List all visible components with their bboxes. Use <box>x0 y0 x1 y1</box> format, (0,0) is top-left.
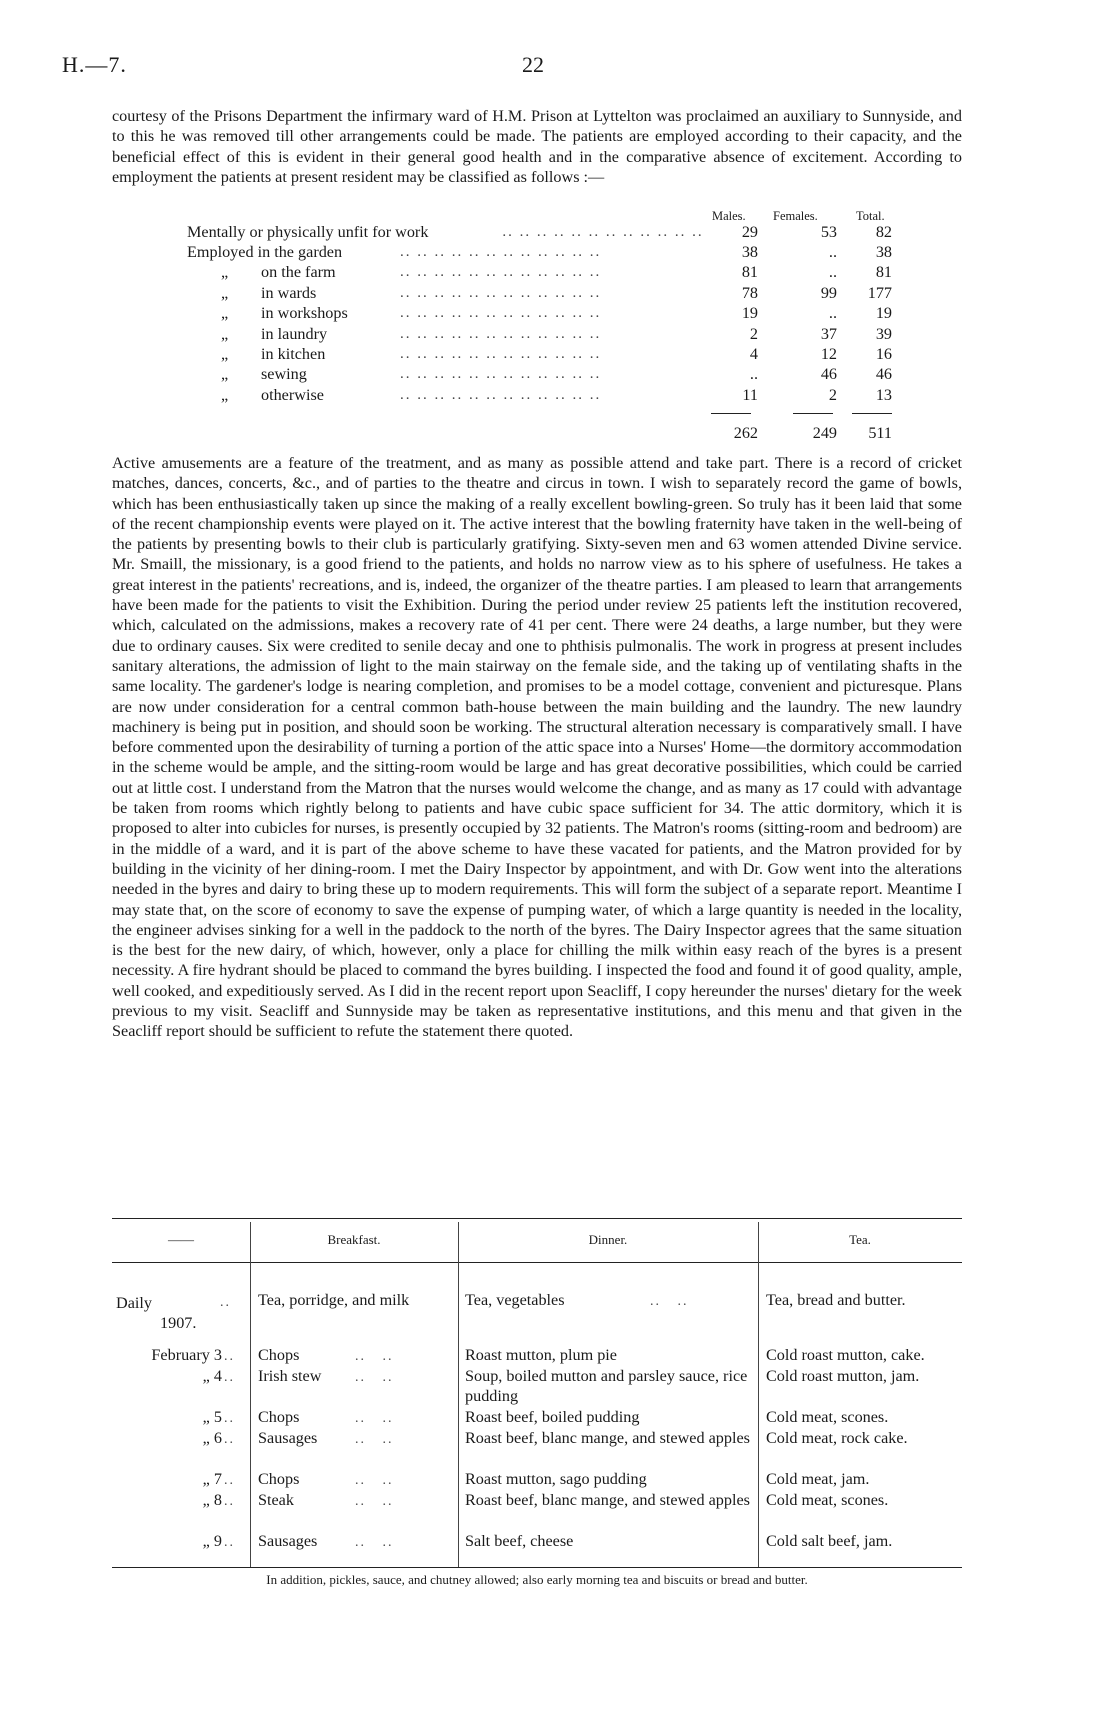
dietary-day: „ 6 <box>202 1429 222 1447</box>
dietary-breakfast: Chops <box>258 1408 300 1426</box>
classification-total-value: 82 <box>875 223 892 241</box>
classification-males-value: 11 <box>742 386 758 404</box>
classification-males-value: 19 <box>741 304 758 322</box>
classification-total-value: 177 <box>867 284 892 302</box>
daily-dinner: Tea, vegetables <box>465 1291 565 1309</box>
classification-total-value: 16 <box>875 345 892 363</box>
column-divider <box>458 1222 459 1567</box>
classification-row-label <box>187 345 325 364</box>
column-header-breakfast: Breakfast. <box>327 1232 381 1247</box>
year-label: 1907. <box>160 1314 197 1332</box>
classification-males-value: 29 <box>741 223 758 241</box>
leader-dots: .. <box>224 1535 235 1550</box>
leader-dots: .. .. <box>355 1411 394 1426</box>
classification-males-value: 38 <box>741 243 758 261</box>
leader-dots: .. .. .. .. .. .. .. .. .. .. .. .. <box>400 387 602 403</box>
classification-total-value: 38 <box>875 243 892 261</box>
leader-dots: .. <box>224 1349 235 1364</box>
daily-breakfast: Tea, porridge, and milk <box>258 1291 410 1309</box>
leader-dots: .. .. .. .. .. .. .. .. .. .. .. .. <box>400 366 602 382</box>
dietary-tea: Cold meat, scones. <box>766 1408 889 1426</box>
dietary-day: „ 7 <box>202 1470 222 1488</box>
classification-females-value: 37 <box>820 325 837 343</box>
total-total: 511 <box>868 424 892 442</box>
dietary-dinner: Soup, boiled mutton and parsley sauce, rice pudding <box>465 1367 748 1406</box>
leader-dots: .. .. <box>650 1294 689 1309</box>
dietary-tea: Cold roast mutton, jam. <box>766 1367 920 1385</box>
dietary-breakfast: Sausages <box>258 1429 318 1447</box>
dietary-day: „ 4 <box>202 1367 222 1385</box>
leader-dots: .. .. <box>355 1349 394 1364</box>
leader-dots: .. .. .. .. .. .. .. .. .. .. .. .. <box>400 305 602 321</box>
classification-row-label <box>187 304 348 323</box>
classification-row-label <box>187 243 342 262</box>
column-header-tea: Tea. <box>849 1232 871 1247</box>
classification-total-value: 81 <box>875 263 892 281</box>
leader-dots: .. .. .. .. .. .. .. .. .. .. .. .. <box>400 244 602 260</box>
dietary-dinner: Roast mutton, sago pudding <box>465 1470 647 1488</box>
dietary-tea: Cold meat, rock cake. <box>766 1429 908 1447</box>
males-sum-rule <box>711 413 751 414</box>
column-header-dinner: Dinner. <box>588 1232 628 1247</box>
classification-category: in laundry <box>261 325 328 343</box>
dietary-tea: Cold roast mutton, cake. <box>766 1346 925 1364</box>
classification-females-value: .. <box>828 243 837 261</box>
leader-dots: .. <box>224 1473 235 1488</box>
classification-category: Mentally or physically unfit for work <box>187 223 429 241</box>
ditto-mark: „ <box>221 263 229 281</box>
leader-dots: .. .. .. .. .. .. .. .. .. .. .. .. <box>400 264 602 280</box>
ditto-mark: „ <box>221 365 229 383</box>
classification-category: Employed in the garden <box>187 243 343 261</box>
classification-total-value: 46 <box>875 365 892 383</box>
ditto-mark: „ <box>221 345 229 363</box>
column-header-females: Females. <box>773 209 818 223</box>
classification-males-value: .. <box>749 365 758 383</box>
classification-category: in kitchen <box>261 345 326 363</box>
classification-males-value: 2 <box>749 325 758 343</box>
classification-total-value: 19 <box>875 304 892 322</box>
classification-category: in workshops <box>261 304 348 322</box>
page-number: 22 <box>522 52 544 77</box>
dietary-breakfast: Irish stew <box>258 1367 322 1385</box>
classification-row-label <box>187 263 336 282</box>
classification-row-label <box>187 325 327 344</box>
dietary-dinner: Salt beef, cheese <box>465 1532 574 1550</box>
table-bottom-rule <box>112 1567 962 1568</box>
ditto-mark: „ <box>221 304 229 322</box>
leader-dots: .. <box>224 1432 235 1447</box>
classification-females-value: 2 <box>828 386 837 404</box>
column-divider <box>250 1222 251 1567</box>
column-header-total: Total. <box>856 209 885 223</box>
paragraph-employment: courtesy of the Prisons Department the infirmary ward of H.M. Prison at Lyttelton was proclaimed an auxiliary to Sunnyside, and to this he was removed till other arrangements could be made. The patients are employed according to their capacity, and the beneficial effect of this is evident in their general good health and in the comparative absence of excitement. According to employment the patients at present resident may be classified as follows :— <box>112 107 962 186</box>
classification-females-value: .. <box>828 304 837 322</box>
paper-reference: H.—7. <box>62 52 127 77</box>
classification-females-value: 12 <box>820 345 837 363</box>
classification-row-label <box>187 223 428 242</box>
dietary-dinner: Roast beef, boiled pudding <box>465 1408 640 1426</box>
dietary-day: „ 5 <box>202 1408 222 1426</box>
paragraph-amusements-and-works: Active amusements are a feature of the treatment, and as many as possible attend and take part. There is a record of cricket matches, dances, concerts, &c., and of parties to the theatre and circus in town. I wish to separately record the game of bowls, which has been enthusiastically taken up since the making of a really excellent bowling-green. So truly has it been laid that some of the recent championship events were played on it. The active interest that the bowling fraternity have taken in the well-being of the patients by presenting bowls to their club is particularly gratifying. Sixty-seven men and 63 women attended Divine service. Mr. Smaill, the missionary, is a good friend to the patients, and holds no narrow view as to his sphere of usefulness. He takes a great interest in the patients' recreations, and is, indeed, the organizer of the theatre parties. I am pleased to learn that arrangements have been made for the patients to visit the Exhibition. During the period under review 25 patients left the institution recovered, which, calculated on the admissions, makes a recovery rate of 41 per cent. There were 24 deaths, a large number, but they were due to ordinary causes. Six were credited to senile decay and one to phthisis pulmonalis. The work in progress at present includes sanitary alterations, the admission of light to the main stairway on the female side, and the taking up of ventilating shafts in the same locality. The gardener's lodge is nearing completion, and promises to be a model cottage, convenient and picturesque. Plans are now under consideration for a central common bath-house between the main building and the laundry. The new laundry machinery is being put in position, and should soon be working. The structural alteration necessary is comparatively small. I have before commented upon the desirability of turning a portion of the attic space into a Nurses' Home—the dormitory accommodation in the scheme would be ample, and the sitting-room would be large and has great decorative possibilities, which could be carried out at little cost. I understand from the Matron that the nurses would welcome the change, and as many as 17 could with advantage be taken from rooms which rightly belong to patients and have cubic space sufficient for 34. The attic dormitory, which it is proposed to alter into cubicles for nurses, is presently occupied by 32 patients. The Matron's rooms (sitting-room and bedroom) are in the middle of a ward, and it is part of the above scheme to have these vacated for patients, and the Matron provided for by building in the vicinity of her dining-room. I met the Dairy Inspector by appointment, and with Dr. Gow went into the alterations needed in the byres and dairy to bring these up to modern requirements. This will form the subject of a separate report. Meantime I may state that, on the score of economy to save the expense of pumping water, of which a large quantity is needed in the locality, the engineer advises sinking for a well in the paddock to the north of the byres. The Dairy Inspector agrees that the same situation is the best for the new dairy, of which, however, only a place for chilling the milk within easy reach of the byres is a present necessity. A fire hydrant should be placed to command the byres building. I inspected the food and found it of good quality, ample, well cooked, and expeditiously served. As I did in the recent report upon Seacliff, I copy hereunder the nurses' dietary for the week previous to my visit. Seacliff and Sunnyside may be taken as representative institutions, and this menu and that given in the Seacliff report should be sufficient to refute the statement there quoted. <box>112 454 962 1041</box>
dietary-day: „ 8 <box>202 1491 222 1509</box>
dietary-breakfast: Chops <box>258 1346 300 1364</box>
table-header-rule <box>112 1262 962 1263</box>
classification-category: on the farm <box>261 263 336 281</box>
leader-dots: .. .. .. .. .. .. .. .. .. .. .. .. <box>400 346 602 362</box>
classification-row-label <box>187 365 307 384</box>
classification-males-value: 78 <box>741 284 758 302</box>
dietary-breakfast: Sausages <box>258 1532 318 1550</box>
ditto-mark: „ <box>221 284 229 302</box>
dietary-tea: Cold salt beef, jam. <box>766 1532 893 1550</box>
classification-females-value: 99 <box>820 284 837 302</box>
classification-males-value: 81 <box>741 263 758 281</box>
total-sum-rule <box>852 413 892 414</box>
ditto-mark: „ <box>221 386 229 404</box>
leader-dots: .. .. <box>355 1473 394 1488</box>
dietary-tea: Cold meat, jam. <box>766 1470 870 1488</box>
leader-dots: .. <box>220 1295 231 1310</box>
dietary-breakfast: Steak <box>258 1491 294 1509</box>
column-header-day: —— <box>168 1232 194 1247</box>
dietary-breakfast: Chops <box>258 1470 300 1488</box>
classification-row-label <box>187 386 324 405</box>
leader-dots: .. .. <box>355 1432 394 1447</box>
classification-total-value: 39 <box>875 325 892 343</box>
dietary-day: „ 9 <box>202 1532 222 1550</box>
ditto-mark: „ <box>221 325 229 343</box>
classification-females-value: 46 <box>820 365 837 383</box>
classification-females-value: .. <box>828 263 837 281</box>
daily-tea: Tea, bread and butter. <box>766 1291 906 1309</box>
dietary-dinner: Roast beef, blanc mange, and stewed apples <box>465 1491 750 1509</box>
classification-category: in wards <box>261 284 317 302</box>
leader-dots: .. <box>224 1370 235 1385</box>
daily-label: Daily <box>116 1294 152 1312</box>
leader-dots: .. .. .. .. .. .. .. .. .. .. .. .. <box>502 224 704 240</box>
leader-dots: .. <box>224 1494 235 1509</box>
column-divider <box>758 1222 759 1567</box>
dietary-footnote: In addition, pickles, sauce, and chutney allowed; also early morning tea and biscuits or bread and butter. <box>266 1572 808 1587</box>
total-females: 249 <box>812 424 837 442</box>
leader-dots: .. <box>224 1411 235 1426</box>
dietary-tea: Cold meat, scones. <box>766 1491 889 1509</box>
column-header-males: Males. <box>712 209 746 223</box>
classification-category: otherwise <box>261 386 324 404</box>
classification-category: sewing <box>261 365 307 383</box>
table-top-rule <box>112 1218 962 1219</box>
classification-total-value: 13 <box>875 386 892 404</box>
total-males: 262 <box>733 424 758 442</box>
dietary-day: February 3 <box>151 1346 222 1364</box>
dietary-dinner: Roast beef, blanc mange, and stewed apples <box>465 1429 750 1447</box>
classification-females-value: 53 <box>820 223 837 241</box>
leader-dots: .. .. .. .. .. .. .. .. .. .. .. .. <box>400 285 602 301</box>
leader-dots: .. .. <box>355 1370 394 1385</box>
females-sum-rule <box>793 413 833 414</box>
leader-dots: .. .. .. .. .. .. .. .. .. .. .. .. <box>400 326 602 342</box>
classification-males-value: 4 <box>749 345 758 363</box>
leader-dots: .. .. <box>355 1494 394 1509</box>
leader-dots: .. .. <box>355 1535 394 1550</box>
dietary-dinner: Roast mutton, plum pie <box>465 1346 617 1364</box>
classification-row-label <box>187 284 316 303</box>
